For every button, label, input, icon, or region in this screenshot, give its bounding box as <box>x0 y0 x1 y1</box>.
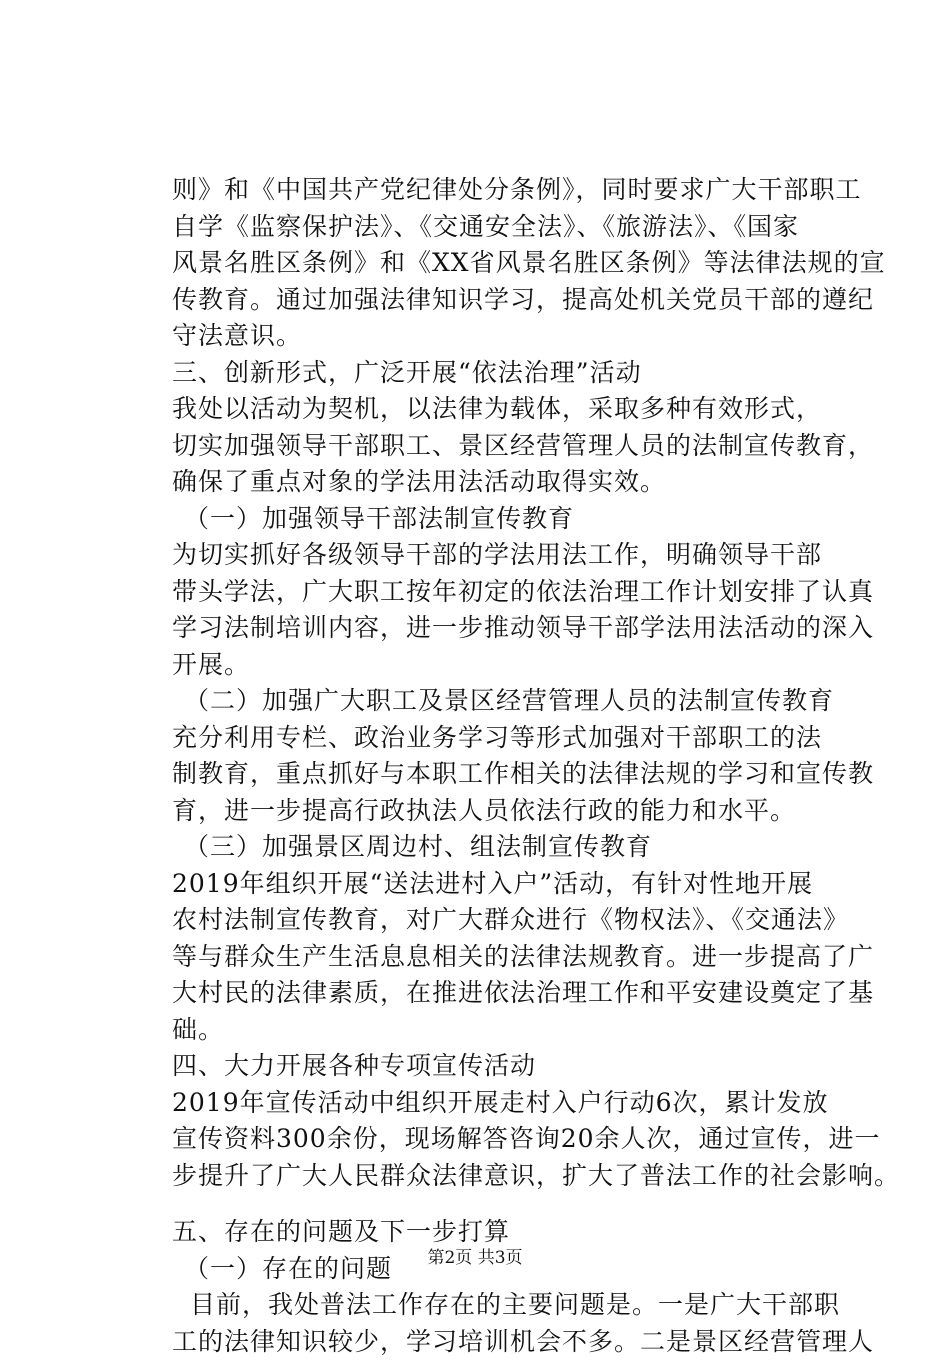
text-line: 2019年组织开展“送法进村入户”活动，有针对性地开展 <box>172 866 852 903</box>
text-line: 大村民的法律素质，在推进依法治理工作和平安建设奠定了基 <box>172 975 852 1012</box>
text-line: 带头学法，广大职工按年初定的依法治理工作计划安排了认真 <box>172 574 852 611</box>
subsection-heading: （一）存在的问题 <box>172 1251 852 1288</box>
text-line: 2019年宣传活动中组织开展走村入户行动6次，累计发放 <box>172 1085 852 1122</box>
text-line: 目前，我处普法工作存在的主要问题是。一是广大干部职 <box>172 1287 852 1324</box>
page-footer: 第2页 共3页 <box>0 1243 950 1268</box>
text-line: 充分利用专栏、政治业务学习等形式加强对干部职工的法 <box>172 720 852 757</box>
section-heading: 五、存在的问题及下一步打算 <box>172 1214 852 1251</box>
text-line: 制教育，重点抓好与本职工作相关的法律法规的学习和宣传教 <box>172 756 852 793</box>
text-line: 确保了重点对象的学法用法活动取得实效。 <box>172 464 852 501</box>
text-line: 学习法制培训内容，进一步推动领导干部学法用法活动的深入 <box>172 610 852 647</box>
text-line: 守法意识。 <box>172 318 852 355</box>
text-line: 等与群众生产生活息息相关的法律法规教育。进一步提高了广 <box>172 939 852 976</box>
text-line: 我处以活动为契机，以法律为载体，采取多种有效形式， <box>172 391 852 428</box>
text-line: 工的法律知识较少，学习培训机会不多。二是景区经营管理人 <box>172 1324 852 1360</box>
text-line: 步提升了广大人民群众法律意识，扩大了普法工作的社会影响。 <box>172 1158 852 1195</box>
text-line: 切实加强领导干部职工、景区经营管理人员的法制宣传教育， <box>172 428 852 465</box>
subsection-heading: （二）加强广大职工及景区经营管理人员的法制宣传教育 <box>172 683 852 720</box>
text-line: 农村法制宣传教育，对广大群众进行《物权法》、《交通法》 <box>172 902 852 939</box>
paragraph-gap <box>172 1194 852 1214</box>
subsection-heading: （三）加强景区周边村、组法制宣传教育 <box>172 829 852 866</box>
text-line: 开展。 <box>172 647 852 684</box>
text-line: 宣传资料300余份，现场解答咨询20余人次，通过宣传，进一 <box>172 1121 852 1158</box>
text-line: 育，进一步提高行政执法人员依法行政的能力和水平。 <box>172 793 852 830</box>
section-heading: 三、创新形式，广泛开展“依法治理”活动 <box>172 355 852 392</box>
text-line: 则》和《中国共产党纪律处分条例》，同时要求广大干部职工 <box>172 172 852 209</box>
text-line: 础。 <box>172 1012 852 1049</box>
subsection-heading: （一）加强领导干部法制宣传教育 <box>172 501 852 538</box>
text-line: 风景名胜区条例》和《XX省风景名胜区条例》等法律法规的宣 <box>172 245 852 282</box>
text-line: 自学《监察保护法》、《交通安全法》、《旅游法》、《国家 <box>172 209 852 246</box>
section-heading: 四、大力开展各种专项宣传活动 <box>172 1048 852 1085</box>
text-line: 传教育。通过加强法律知识学习，提高处机关党员干部的遵纪 <box>172 282 852 319</box>
document-body <box>172 172 852 1360</box>
text-line: 为切实抓好各级领导干部的学法用法工作，明确领导干部 <box>172 537 852 574</box>
